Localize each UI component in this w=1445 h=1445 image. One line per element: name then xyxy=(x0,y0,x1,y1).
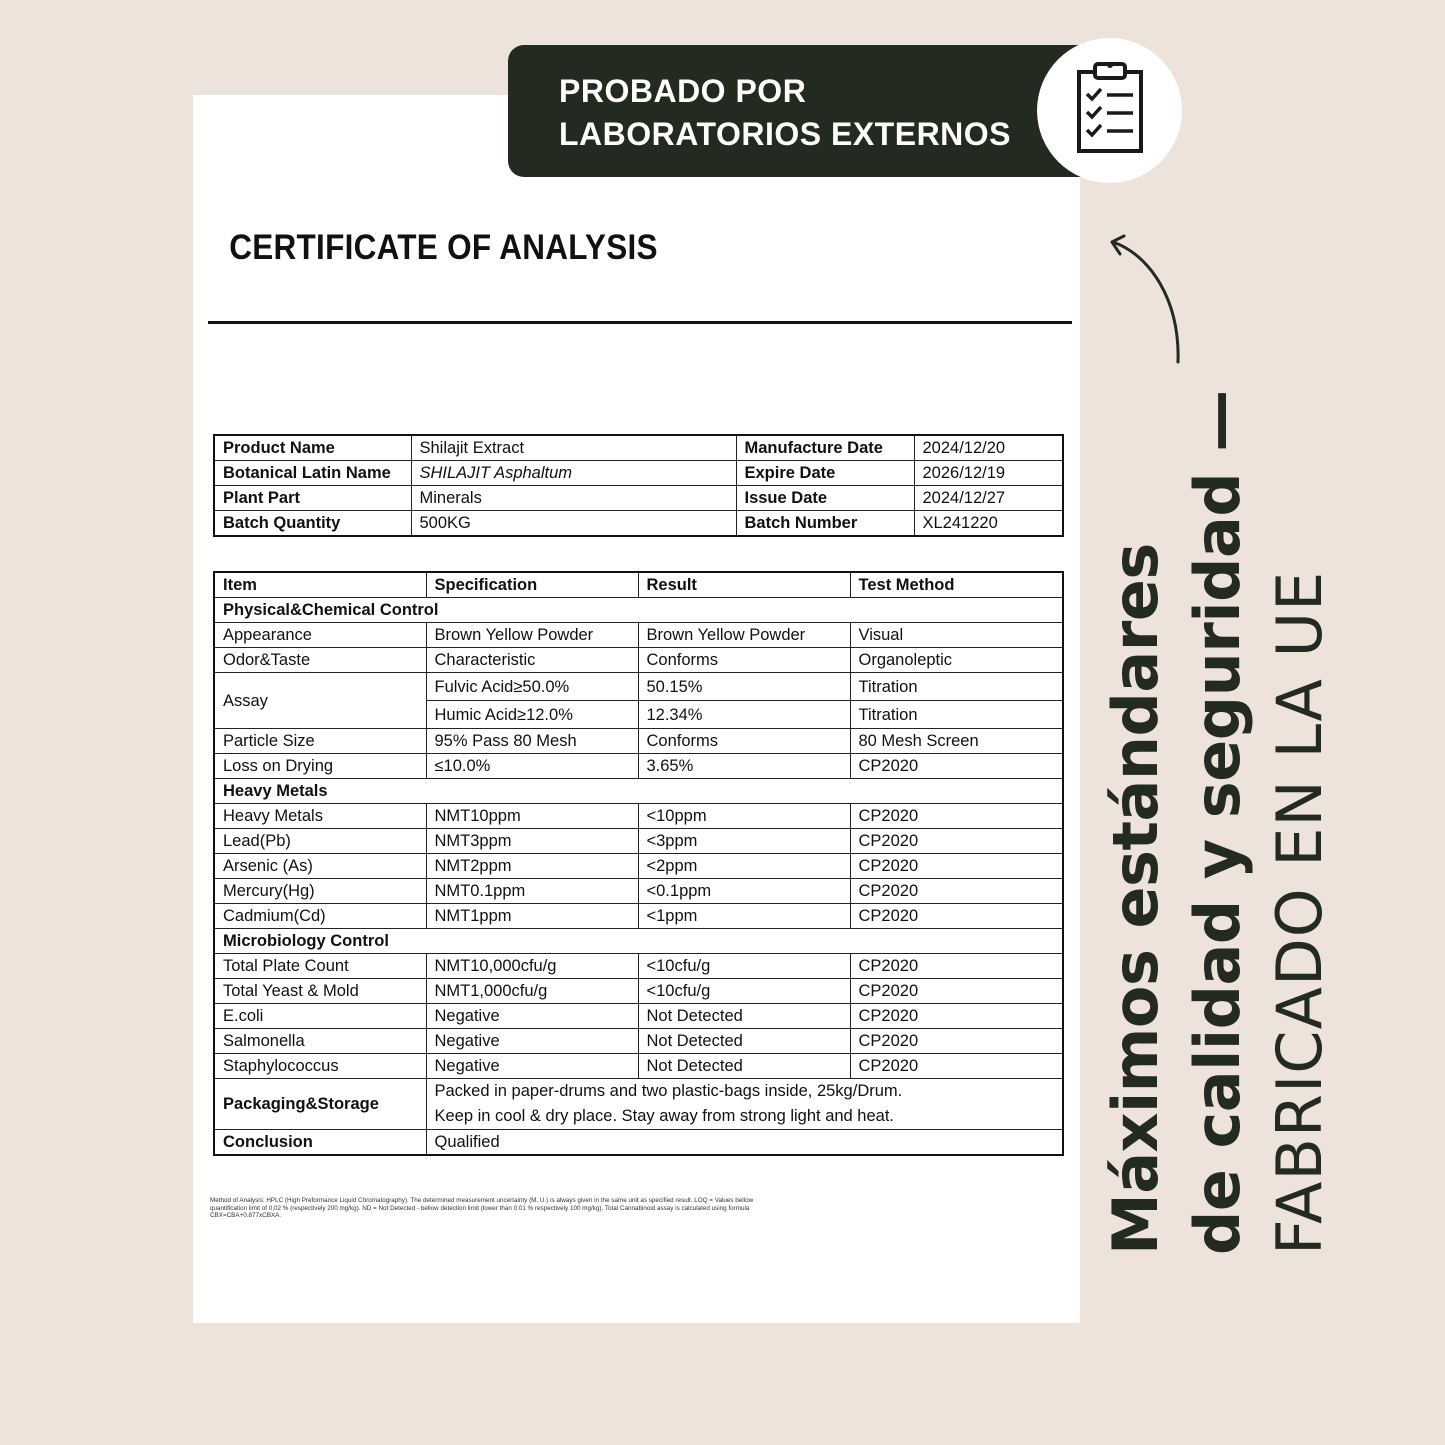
info-value: Minerals xyxy=(411,486,736,511)
section-heading: Physical&Chemical Control xyxy=(214,598,1063,623)
table-cell: <3ppm xyxy=(638,829,850,854)
table-cell: CP2020 xyxy=(850,1054,1063,1079)
info-value: 2026/12/19 xyxy=(914,461,1063,486)
table-cell: CP2020 xyxy=(850,879,1063,904)
table-row xyxy=(214,954,1063,979)
storage-line: Keep in cool & dry place. Stay away from strong light and heat. xyxy=(434,1107,895,1125)
section-row xyxy=(214,929,1063,954)
table-cell: 3.65% xyxy=(638,754,850,779)
section-row xyxy=(214,779,1063,804)
title-divider xyxy=(208,321,1072,324)
info-row xyxy=(214,461,1063,486)
packaging-value xyxy=(426,1079,1063,1130)
conclusion-value: Qualified xyxy=(426,1130,1063,1156)
table-cell: 95% Pass 80 Mesh xyxy=(426,729,638,754)
table-cell: NMT3ppm xyxy=(426,829,638,854)
info-label: Plant Part xyxy=(214,486,411,511)
table-cell: Cadmium(Cd) xyxy=(214,904,426,929)
table-cell: CP2020 xyxy=(850,1029,1063,1054)
table-row xyxy=(214,1054,1063,1079)
info-value: 2024/12/27 xyxy=(914,486,1063,511)
table-cell: Arsenic (As) xyxy=(214,854,426,879)
table-cell: 80 Mesh Screen xyxy=(850,729,1063,754)
certificate-title: CERTIFICATE OF ANALYSIS xyxy=(229,228,658,267)
packaging-line: Packed in paper-drums and two plastic-bags inside, 25kg/Drum. xyxy=(434,1082,903,1100)
info-row xyxy=(214,486,1063,511)
table-cell: CP2020 xyxy=(850,1004,1063,1029)
table-cell: CP2020 xyxy=(850,854,1063,879)
table-cell: <10ppm xyxy=(638,804,850,829)
column-header: Specification xyxy=(426,572,638,598)
info-value: XL241220 xyxy=(914,511,1063,537)
table-cell: Brown Yellow Powder xyxy=(426,623,638,648)
table-cell: Total Yeast & Mold xyxy=(214,979,426,1004)
table-row xyxy=(214,1004,1063,1029)
table-cell: Titration xyxy=(850,673,1063,701)
banner-text xyxy=(559,70,1029,156)
table-cell: <1ppm xyxy=(638,904,850,929)
section-heading: Heavy Metals xyxy=(214,779,1063,804)
table-cell: Negative xyxy=(426,1054,638,1079)
table-cell: NMT2ppm xyxy=(426,854,638,879)
method-footnote: Method of Analysis: HPLC (High Preformance Liquid Chromatography). The determined measurement uncertainty (M. U.) is always given in the same unit as specified result. LOQ = Values bellow quantification limit of 0,02 % (respectively 200 mg/kg). ND = Not Detected - bellow detection limit (lower than 0.01 % respectively 100 mg/kg). Total Cannabinoid assay is calculated using formula CBX=CBA+0.877xCBXA. xyxy=(210,1197,754,1220)
made-in-eu-line: FABRICADO EN LA UE xyxy=(1263,570,1336,1255)
assay-row xyxy=(214,673,1063,701)
info-label: Batch Number xyxy=(736,511,914,537)
table-cell: Mercury(Hg) xyxy=(214,879,426,904)
table-cell: Odor&Taste xyxy=(214,648,426,673)
table-cell: Titration xyxy=(850,701,1063,729)
info-value: SHILAJIT Asphaltum xyxy=(411,461,736,486)
table-cell: Fulvic Acid≥50.0% xyxy=(426,673,638,701)
table-row xyxy=(214,754,1063,779)
packaging-row xyxy=(214,1079,1063,1130)
column-header: Test Method xyxy=(850,572,1063,598)
table-row xyxy=(214,648,1063,673)
table-cell: Particle Size xyxy=(214,729,426,754)
table-cell: Not Detected xyxy=(638,1054,850,1079)
packaging-label: Packaging&Storage xyxy=(214,1079,426,1130)
table-cell: CP2020 xyxy=(850,829,1063,854)
quality-line-1: Máximos estándares xyxy=(1099,543,1172,1255)
table-cell: Visual xyxy=(850,623,1063,648)
table-row xyxy=(214,1029,1063,1054)
table-cell: NMT1,000cfu/g xyxy=(426,979,638,1004)
table-cell: <10cfu/g xyxy=(638,954,850,979)
assay-item: Assay xyxy=(214,673,426,729)
section-row xyxy=(214,598,1063,623)
info-value: 500KG xyxy=(411,511,736,537)
table-cell: CP2020 xyxy=(850,754,1063,779)
table-row xyxy=(214,904,1063,929)
table-cell: Brown Yellow Powder xyxy=(638,623,850,648)
header-row xyxy=(214,572,1063,598)
banner-line-2: LABORATORIOS EXTERNOS xyxy=(559,116,1012,152)
section-heading: Microbiology Control xyxy=(214,929,1063,954)
info-label: Botanical Latin Name xyxy=(214,461,411,486)
table-cell: NMT10,000cfu/g xyxy=(426,954,638,979)
table-cell: CP2020 xyxy=(850,904,1063,929)
product-info-table xyxy=(213,434,1064,537)
table-cell: Appearance xyxy=(214,623,426,648)
table-cell: Negative xyxy=(426,1004,638,1029)
table-cell: E.coli xyxy=(214,1004,426,1029)
info-row xyxy=(214,435,1063,461)
column-header: Item xyxy=(214,572,426,598)
table-cell: Lead(Pb) xyxy=(214,829,426,854)
clipboard-checklist-icon xyxy=(1077,60,1143,154)
table-cell: NMT10ppm xyxy=(426,804,638,829)
analysis-table xyxy=(213,571,1064,1156)
table-row xyxy=(214,729,1063,754)
conclusion-row xyxy=(214,1130,1063,1156)
table-cell: Humic Acid≥12.0% xyxy=(426,701,638,729)
table-cell: Not Detected xyxy=(638,1029,850,1054)
table-row xyxy=(214,854,1063,879)
table-row xyxy=(214,979,1063,1004)
quality-claim xyxy=(1095,390,1341,1255)
info-value: Shilajit Extract xyxy=(411,435,736,461)
table-cell: Loss on Drying xyxy=(214,754,426,779)
info-label: Manufacture Date xyxy=(736,435,914,461)
quality-line-2: de calidad y seguridad — xyxy=(1181,390,1254,1255)
table-cell: CP2020 xyxy=(850,954,1063,979)
table-cell: Total Plate Count xyxy=(214,954,426,979)
info-value: 2024/12/20 xyxy=(914,435,1063,461)
curved-arrow-icon xyxy=(1100,230,1200,370)
table-cell: 50.15% xyxy=(638,673,850,701)
table-cell: 12.34% xyxy=(638,701,850,729)
table-cell: ≤10.0% xyxy=(426,754,638,779)
conclusion-label: Conclusion xyxy=(214,1130,426,1156)
info-label: Batch Quantity xyxy=(214,511,411,537)
info-row xyxy=(214,511,1063,537)
table-cell: NMT0.1ppm xyxy=(426,879,638,904)
table-row xyxy=(214,804,1063,829)
table-cell: Salmonella xyxy=(214,1029,426,1054)
table-cell: CP2020 xyxy=(850,979,1063,1004)
table-row xyxy=(214,879,1063,904)
table-cell: <10cfu/g xyxy=(638,979,850,1004)
table-cell: Heavy Metals xyxy=(214,804,426,829)
table-cell: Not Detected xyxy=(638,1004,850,1029)
info-label: Issue Date xyxy=(736,486,914,511)
banner-line-1: PROBADO POR xyxy=(559,73,807,109)
badge-circle xyxy=(1037,38,1182,183)
table-cell: Organoleptic xyxy=(850,648,1063,673)
table-cell: CP2020 xyxy=(850,804,1063,829)
column-header: Result xyxy=(638,572,850,598)
table-row xyxy=(214,829,1063,854)
table-cell: <0.1ppm xyxy=(638,879,850,904)
table-cell: Negative xyxy=(426,1029,638,1054)
table-cell: NMT1ppm xyxy=(426,904,638,929)
table-cell: Conforms xyxy=(638,729,850,754)
info-label: Expire Date xyxy=(736,461,914,486)
table-cell: <2ppm xyxy=(638,854,850,879)
table-cell: Characteristic xyxy=(426,648,638,673)
table-cell: Conforms xyxy=(638,648,850,673)
table-row xyxy=(214,623,1063,648)
info-label: Product Name xyxy=(214,435,411,461)
table-cell: Staphylococcus xyxy=(214,1054,426,1079)
